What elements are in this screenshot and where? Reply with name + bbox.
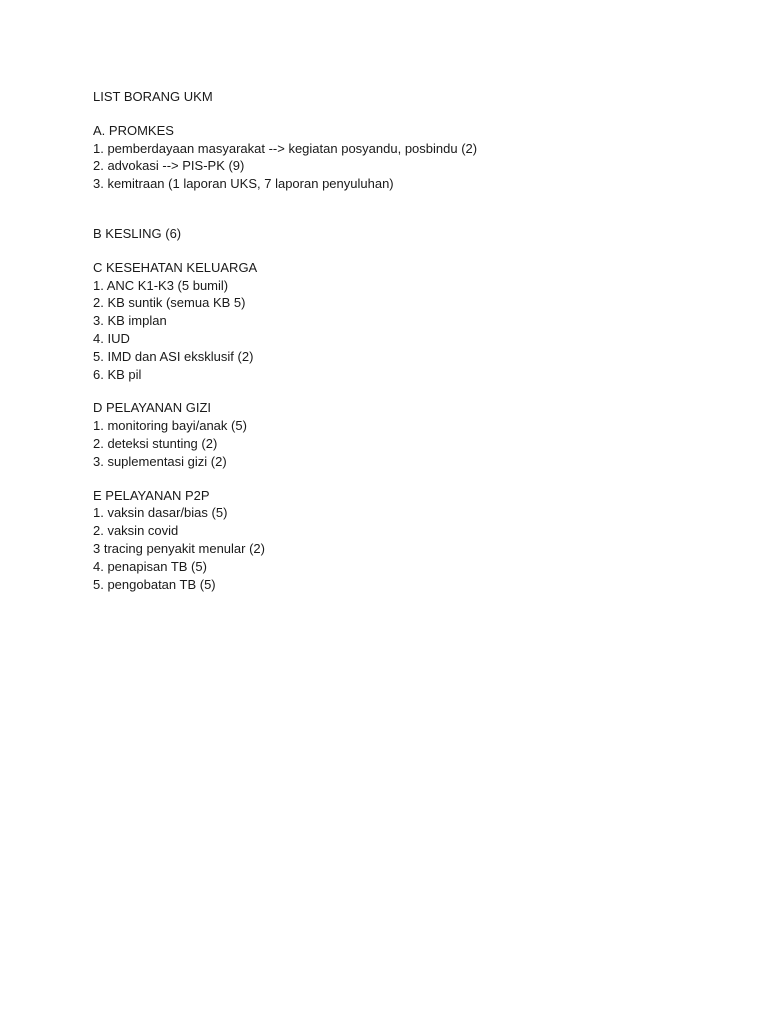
section-heading-kesehatan-keluarga: C KESEHATAN KELUARGA <box>93 259 258 275</box>
list-item: 1. ANC K1-K3 (5 bumil) <box>93 277 229 293</box>
list-item: 5. pengobatan TB (5) <box>93 576 216 592</box>
list-item: 3. kemitraan (1 laporan UKS, 7 laporan penyuluhan) <box>93 176 394 192</box>
spacer <box>93 193 713 225</box>
section-heading-promkes: A. PROMKES <box>93 122 174 138</box>
list-item: 1. pemberdayaan masyarakat --> kegiatan posyandu, posbindu (2) <box>93 140 478 156</box>
list-item: 3. KB implan <box>93 313 167 329</box>
spacer <box>93 383 713 399</box>
document-title: LIST BORANG UKM <box>93 89 213 104</box>
section-heading-kesling: B KESLING (6) <box>93 225 182 241</box>
section-heading-pelayanan-p2p: E PELAYANAN P2P <box>93 487 210 503</box>
list-item: 2. vaksin covid <box>93 523 179 539</box>
document-body <box>93 88 713 593</box>
spacer <box>93 106 713 122</box>
list-item: 1. monitoring bayi/anak (5) <box>93 418 247 434</box>
spacer <box>93 471 713 487</box>
list-item: 6. KB pil <box>93 366 142 382</box>
list-item: 1. vaksin dasar/bias (5) <box>93 505 228 521</box>
list-item: 4. penapisan TB (5) <box>93 558 207 574</box>
list-item: 3. suplementasi gizi (2) <box>93 453 227 469</box>
list-item: 3 tracing penyakit menular (2) <box>93 540 265 556</box>
spacer <box>93 243 713 259</box>
list-item: 2. advokasi --> PIS-PK (9) <box>93 158 245 174</box>
list-item: 2. deteksi stunting (2) <box>93 435 218 451</box>
section-heading-pelayanan-gizi: D PELAYANAN GIZI <box>93 400 211 416</box>
list-item: 2. KB suntik (semua KB 5) <box>93 295 246 311</box>
list-item: 5. IMD dan ASI eksklusif (2) <box>93 348 254 364</box>
list-item: 4. IUD <box>93 330 130 346</box>
